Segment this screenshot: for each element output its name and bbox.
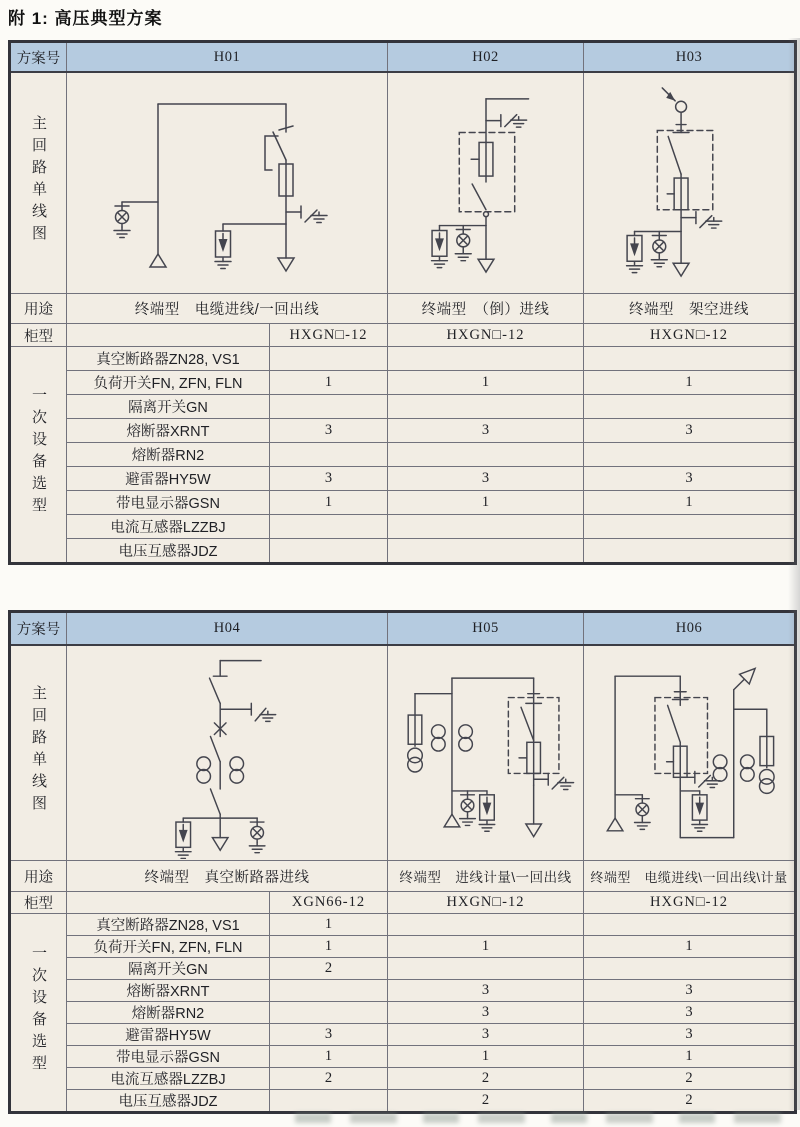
- equipment-value: [270, 1002, 388, 1024]
- earthing-switch-icon: [533, 773, 573, 789]
- usage-row: [10, 861, 796, 892]
- table-header-row: [10, 42, 796, 73]
- cabinet-h03: HXGN□-12: [584, 324, 796, 347]
- equipment-value: 2: [584, 1068, 796, 1090]
- equipment-value: 1: [270, 1046, 388, 1068]
- ground-icon: [459, 815, 475, 825]
- equipment-value: 1: [388, 371, 584, 395]
- scheme-h05-header: H05: [388, 612, 584, 646]
- usage-row: [10, 294, 796, 324]
- main-diagram-label: 主回路单线图: [10, 645, 67, 861]
- ground-icon: [455, 250, 471, 260]
- cable-incoming-icon: [150, 254, 166, 267]
- usage-label: 用途: [10, 294, 67, 324]
- equipment-group-label: 一次设备选型: [10, 347, 67, 564]
- scheme-table-h01-h03: [8, 40, 797, 565]
- cabinet-h02: HXGN□-12: [388, 324, 584, 347]
- ground-icon: [215, 258, 231, 269]
- usage-h04: 终端型 真空断路器进线: [67, 861, 388, 892]
- equipment-label: 带电显示器GSN: [67, 491, 270, 515]
- cabinet-row: [10, 324, 796, 347]
- diagram-row: [10, 645, 796, 861]
- equipment-label: 熔断器RN2: [67, 443, 270, 467]
- usage-h05: 终端型 进线计量\一回出线: [388, 861, 584, 892]
- equipment-value: 2: [270, 1068, 388, 1090]
- scheme-table-h04-h06: [8, 610, 797, 1114]
- equipment-row: [10, 467, 796, 491]
- equipment-value: [584, 539, 796, 564]
- ground-icon: [635, 819, 651, 829]
- equipment-row: [10, 539, 796, 564]
- equipment-value: 3: [270, 1024, 388, 1046]
- h02-single-line-diagram: [388, 72, 584, 294]
- cabinet-h01: HXGN□-12: [270, 324, 388, 347]
- equipment-label: 电压互感器JDZ: [67, 1090, 270, 1113]
- equipment-row: [10, 1002, 796, 1024]
- equipment-value: 2: [270, 958, 388, 980]
- equipment-value: [270, 1090, 388, 1113]
- equipment-value: 3: [388, 467, 584, 491]
- scheme-h06-header: H06: [584, 612, 796, 646]
- ground-icon: [651, 256, 667, 266]
- voltage-display-icon: [250, 818, 264, 842]
- equipment-label: 真空断路器ZN28, VS1: [67, 347, 270, 371]
- equipment-value: 1: [388, 936, 584, 958]
- withdrawable-unit-box: [459, 133, 514, 212]
- equipment-value: [270, 539, 388, 564]
- equipment-label: 真空断路器ZN28, VS1: [67, 914, 270, 936]
- equipment-row: [10, 958, 796, 980]
- current-transformer-icon: [458, 725, 472, 751]
- voltage-display-icon: [652, 232, 666, 257]
- equipment-value: [388, 914, 584, 936]
- diagram-row: [10, 72, 796, 294]
- equipment-value: [388, 347, 584, 371]
- cabinet-empty-cell: [67, 892, 270, 914]
- usage-label: 用途: [10, 861, 67, 892]
- feeder-outgoing-icon: [212, 838, 228, 851]
- equipment-value: 1: [388, 1046, 584, 1068]
- cabinet-label: 柜型: [10, 324, 67, 347]
- current-transformer-icon: [197, 757, 211, 783]
- feeder-outgoing-icon: [478, 259, 494, 272]
- equipment-value: 1: [584, 936, 796, 958]
- cable-incoming-icon: [607, 818, 623, 831]
- equipment-label: 带电显示器GSN: [67, 1046, 270, 1068]
- equipment-value: [388, 958, 584, 980]
- table-header-row: [10, 612, 796, 646]
- h06-single-line-diagram: [584, 645, 796, 861]
- current-transformer-icon: [741, 755, 755, 781]
- equipment-value: 2: [584, 1090, 796, 1113]
- equipment-value: [270, 515, 388, 539]
- equipment-value: [584, 958, 796, 980]
- equipment-label: 熔断器XRNT: [67, 980, 270, 1002]
- arrester-icon: [216, 231, 231, 257]
- equipment-label: 负荷开关FN, ZFN, FLN: [67, 936, 270, 958]
- page-bleedthrough-smudge: [295, 1113, 790, 1123]
- ground-icon: [175, 848, 191, 858]
- arrester-icon: [176, 822, 191, 847]
- equipment-value: [584, 515, 796, 539]
- voltage-transformer-icon: [760, 770, 775, 794]
- equipment-row: [10, 1068, 796, 1090]
- equipment-group-label: 一次设备选型: [10, 914, 67, 1113]
- equipment-label: 负荷开关FN, ZFN, FLN: [67, 371, 270, 395]
- equipment-value: 3: [584, 1024, 796, 1046]
- voltage-transformer-icon: [407, 748, 422, 772]
- feeder-outgoing-icon: [525, 824, 541, 837]
- equipment-row: [10, 347, 796, 371]
- cabinet-h04: XGN66-12: [270, 892, 388, 914]
- h03-single-line-diagram: [584, 72, 796, 294]
- equipment-value: [584, 443, 796, 467]
- ground-icon: [114, 227, 130, 238]
- equipment-value: [388, 515, 584, 539]
- equipment-value: 1: [270, 936, 388, 958]
- equipment-label: 电流互感器LZZBJ: [67, 515, 270, 539]
- cabinet-label: 柜型: [10, 892, 67, 914]
- equipment-value: 3: [584, 419, 796, 443]
- equipment-label: 电压互感器JDZ: [67, 539, 270, 564]
- equipment-value: [388, 443, 584, 467]
- cable-incoming-icon: [444, 814, 460, 827]
- equipment-label: 避雷器HY5W: [67, 1024, 270, 1046]
- equipment-value: 1: [584, 1046, 796, 1068]
- equipment-label: 隔离开关GN: [67, 958, 270, 980]
- equipment-row: [10, 1024, 796, 1046]
- scheme-no-header: 方案号: [10, 42, 67, 73]
- equipment-row: [10, 443, 796, 467]
- equipment-row: [10, 395, 796, 419]
- equipment-row: [10, 419, 796, 443]
- voltage-display-icon: [115, 202, 129, 227]
- equipment-value: 3: [584, 1002, 796, 1024]
- equipment-value: [388, 395, 584, 419]
- usage-h06: 终端型 电缆进线\一回出线\计量: [584, 861, 796, 892]
- ground-icon: [431, 257, 447, 267]
- equipment-value: [584, 395, 796, 419]
- equipment-row: [10, 491, 796, 515]
- scheme-h01-header: H01: [67, 42, 388, 73]
- equipment-value: 1: [270, 914, 388, 936]
- cabinet-h06: HXGN□-12: [584, 892, 796, 914]
- equipment-value: 1: [270, 371, 388, 395]
- current-transformer-icon: [230, 757, 244, 783]
- withdrawable-unit-box: [657, 131, 712, 210]
- equipment-value: 2: [388, 1068, 584, 1090]
- cabinet-h05: HXGN□-12: [388, 892, 584, 914]
- equipment-value: [270, 347, 388, 371]
- equipment-value: 1: [270, 491, 388, 515]
- equipment-row: [10, 515, 796, 539]
- h01-single-line-diagram: [67, 72, 388, 294]
- equipment-value: 3: [270, 467, 388, 491]
- equipment-row: [10, 980, 796, 1002]
- withdrawable-unit-box: [655, 698, 708, 774]
- arrester-icon: [479, 795, 494, 820]
- equipment-row: [10, 914, 796, 936]
- equipment-label: 熔断器RN2: [67, 1002, 270, 1024]
- arrester-icon: [432, 231, 447, 257]
- equipment-value: 3: [584, 980, 796, 1002]
- equipment-value: [584, 914, 796, 936]
- arrester-icon: [692, 795, 707, 820]
- equipment-row: [10, 371, 796, 395]
- arrester-icon: [627, 235, 642, 261]
- current-transformer-icon: [713, 755, 727, 781]
- equipment-value: 3: [584, 467, 796, 491]
- equipment-label: 避雷器HY5W: [67, 467, 270, 491]
- feeder-outgoing-icon: [278, 258, 294, 271]
- usage-h03: 终端型 架空进线: [584, 294, 796, 324]
- voltage-display-icon: [636, 795, 650, 819]
- equipment-value: 3: [388, 1002, 584, 1024]
- equipment-value: [270, 443, 388, 467]
- equipment-value: 1: [584, 491, 796, 515]
- ground-icon: [479, 821, 495, 831]
- ground-icon: [627, 262, 643, 272]
- scheme-no-header: 方案号: [10, 612, 67, 646]
- page-title: 附 1: 高压典型方案: [8, 9, 163, 28]
- scheme-h02-header: H02: [388, 42, 584, 73]
- equipment-label: 电流互感器LZZBJ: [67, 1068, 270, 1090]
- scheme-h03-header: H03: [584, 42, 796, 73]
- ground-icon: [692, 821, 708, 831]
- earthing-switch-icon: [286, 206, 327, 223]
- main-diagram-label: 主回路单线图: [10, 72, 67, 294]
- equipment-value: [388, 539, 584, 564]
- voltage-display-icon: [456, 226, 470, 251]
- equipment-row: [10, 936, 796, 958]
- equipment-value: 1: [584, 371, 796, 395]
- usage-h01: 终端型 电缆进线/一回出线: [67, 294, 388, 324]
- equipment-value: 1: [388, 491, 584, 515]
- equipment-row: [10, 1046, 796, 1068]
- voltage-display-icon: [460, 791, 474, 815]
- h05-single-line-diagram: [388, 645, 584, 861]
- ground-icon: [249, 842, 265, 852]
- equipment-value: 3: [388, 1024, 584, 1046]
- equipment-label: 熔断器XRNT: [67, 419, 270, 443]
- scheme-h04-header: H04: [67, 612, 388, 646]
- current-transformer-icon: [431, 725, 445, 751]
- equipment-row: [10, 1090, 796, 1113]
- equipment-value: 2: [388, 1090, 584, 1113]
- earthing-switch-icon: [681, 212, 722, 228]
- usage-h02: 终端型 （倒）进线: [388, 294, 584, 324]
- cabinet-empty-cell: [67, 324, 270, 347]
- feeder-outgoing-icon: [673, 263, 689, 276]
- equipment-value: 3: [270, 419, 388, 443]
- equipment-value: [270, 980, 388, 1002]
- equipment-label: 隔离开关GN: [67, 395, 270, 419]
- equipment-value: 3: [388, 980, 584, 1002]
- equipment-value: 3: [388, 419, 584, 443]
- cabinet-row: [10, 892, 796, 914]
- equipment-value: [584, 347, 796, 371]
- h04-single-line-diagram: [67, 645, 388, 861]
- equipment-value: [270, 395, 388, 419]
